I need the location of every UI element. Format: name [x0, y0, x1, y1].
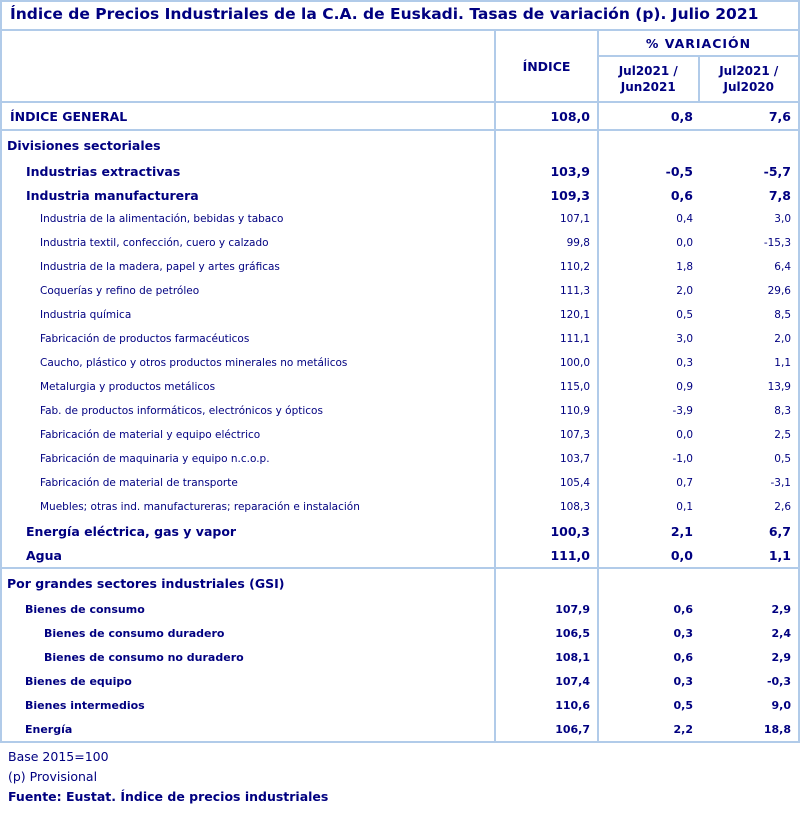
var-month-value: -3,9 [672, 405, 693, 417]
index-value: 115,0 [496, 375, 599, 399]
index-value: 106,7 [496, 717, 599, 741]
row-label: Fab. de productos informáticos, electrónicos y ópticos [2, 399, 496, 423]
row-label: Industria textil, confección, cuero y calzado [2, 231, 496, 255]
header-empty-cell [2, 31, 496, 101]
table-row [2, 207, 798, 231]
var-year-value: -0,3 [766, 674, 791, 688]
row-label: Coquerías y refino de petróleo [2, 279, 496, 303]
row-label: Agua [2, 543, 496, 567]
var-month-value: 0,0 [676, 429, 693, 441]
var-year-value: 6,4 [774, 261, 791, 273]
var-year-value: 18,8 [763, 722, 791, 736]
table-row [2, 495, 798, 519]
var-year-value: 9,0 [771, 698, 791, 712]
row-label: Bienes de consumo [2, 597, 496, 621]
row-label: Industria de la alimentación, bebidas y tabaco [2, 207, 496, 231]
var-year-value: 29,6 [767, 285, 791, 297]
index-value: 100,0 [496, 351, 599, 375]
index-value: 111,0 [496, 543, 599, 567]
var-year-value: 6,7 [768, 523, 791, 539]
index-value: 107,1 [496, 207, 599, 231]
var-month-value: 0,3 [676, 357, 693, 369]
var-year-value: 8,5 [774, 309, 791, 321]
table-row [2, 351, 798, 375]
index-value: 108,3 [496, 495, 599, 519]
table-row [2, 621, 798, 645]
var-year-value: -5,7 [763, 163, 791, 179]
var-year-value: 2,5 [774, 429, 791, 441]
var-month-value: 0,5 [673, 698, 693, 712]
col-header-line: Jul2020 [723, 80, 775, 94]
table-row [2, 375, 798, 399]
var-month-value: 0,9 [676, 381, 693, 393]
index-value: 103,7 [496, 447, 599, 471]
table-row [2, 543, 798, 567]
index-value: 107,3 [496, 423, 599, 447]
row-label: Por grandes sectores industriales (GSI) [2, 569, 496, 597]
var-month-value: -1,0 [672, 453, 693, 465]
row-label: Energía eléctrica, gas y vapor [2, 519, 496, 543]
table-row [2, 231, 798, 255]
index-value: 106,5 [496, 621, 599, 645]
var-month-value: 0,8 [670, 108, 693, 124]
row-label: Fabricación de material de transporte [2, 471, 496, 495]
col-header-variacion: % VARIACIÓN [599, 31, 798, 57]
var-month-value: 0,3 [673, 626, 693, 640]
table-row [2, 471, 798, 495]
row-label: Bienes de consumo duradero [2, 621, 496, 645]
table-row [2, 303, 798, 327]
var-month-value: 3,0 [676, 333, 693, 345]
table-footnotes [0, 743, 800, 807]
var-month-value [599, 569, 700, 597]
var-month-value: 0,0 [676, 237, 693, 249]
index-value: 110,6 [496, 693, 599, 717]
row-label: Fabricación de maquinaria y equipo n.c.o.p. [2, 447, 496, 471]
table-row [2, 519, 798, 543]
row-label: Industria de la madera, papel y artes gráficas [2, 255, 496, 279]
table-row [2, 645, 798, 669]
var-year-value [700, 569, 798, 597]
table-title: Índice de Precios Industriales de la C.A. de Euskadi. Tasas de variación (p). Julio 2021 [2, 2, 798, 31]
var-month-value: 0,1 [676, 501, 693, 513]
row-label: Industrias extractivas [2, 159, 496, 183]
var-month-value: 1,8 [676, 261, 693, 273]
row-label: Metalurgia y productos metálicos [2, 375, 496, 399]
var-year-value: 8,3 [774, 405, 791, 417]
row-label: ÍNDICE GENERAL [2, 103, 496, 129]
index-value: 100,3 [496, 519, 599, 543]
col-header-indice: ÍNDICE [496, 31, 599, 101]
col-header-line: Jun2021 [620, 80, 676, 94]
table-row [2, 693, 798, 717]
index-value: 107,4 [496, 669, 599, 693]
var-month-value: 0,0 [670, 547, 693, 563]
row-label: Muebles; otras ind. manufactureras; reparación e instalación [2, 495, 496, 519]
var-year-value: 7,8 [768, 187, 791, 203]
row-label: Fabricación de productos farmacéuticos [2, 327, 496, 351]
row-label: Fabricación de material y equipo eléctrico [2, 423, 496, 447]
table-section [2, 131, 798, 569]
var-year-value: 0,5 [774, 453, 791, 465]
table-row-section-heading [2, 569, 798, 597]
table-section [2, 569, 798, 741]
var-month-value: 0,6 [670, 187, 693, 203]
var-year-value: -15,3 [763, 237, 791, 249]
index-value: 120,1 [496, 303, 599, 327]
table-row [2, 327, 798, 351]
var-month-value: 2,2 [673, 722, 693, 736]
index-value: 110,9 [496, 399, 599, 423]
var-month-value: 0,3 [673, 674, 693, 688]
var-year-value: 1,1 [774, 357, 791, 369]
var-month-value: 0,4 [676, 213, 693, 225]
var-year-value: 2,9 [771, 602, 791, 616]
table-row [2, 669, 798, 693]
index-value: 103,9 [496, 159, 599, 183]
variation-subheaders [599, 57, 798, 101]
row-label: Bienes de consumo no duradero [2, 645, 496, 669]
var-year-value: -3,1 [770, 477, 791, 489]
var-month-value: -0,5 [665, 163, 693, 179]
var-month-value: 2,1 [670, 523, 693, 539]
index-value: 110,2 [496, 255, 599, 279]
var-year-value: 13,9 [767, 381, 791, 393]
index-value: 111,1 [496, 327, 599, 351]
index-value: 105,4 [496, 471, 599, 495]
row-label: Industria manufacturera [2, 183, 496, 207]
col-header-jul2021-jun2021 [599, 57, 700, 101]
table-row [2, 597, 798, 621]
var-year-value: 2,0 [774, 333, 791, 345]
table-row-section-heading [2, 131, 798, 159]
table-row [2, 447, 798, 471]
col-header-line: Jul2021 / [618, 64, 678, 78]
index-value: 108,0 [496, 103, 599, 129]
var-month-value: 0,7 [676, 477, 693, 489]
col-header-jul2021-jul2020 [700, 57, 799, 101]
row-label: Caucho, plástico y otros productos minerales no metálicos [2, 351, 496, 375]
table-row [2, 183, 798, 207]
row-label: Energía [2, 717, 496, 741]
table-body [2, 131, 798, 741]
var-year-value: 1,1 [768, 547, 791, 563]
var-month-value: 0,6 [673, 650, 693, 664]
table-header [2, 31, 798, 103]
var-month-value: 2,0 [676, 285, 693, 297]
row-label: Industria química [2, 303, 496, 327]
table-row [2, 159, 798, 183]
var-year-value: 2,4 [771, 626, 791, 640]
var-year-value: 2,6 [774, 501, 791, 513]
var-month-value: 0,5 [676, 309, 693, 321]
index-value: 108,1 [496, 645, 599, 669]
table-row [2, 423, 798, 447]
table-row [2, 717, 798, 741]
index-value: 111,3 [496, 279, 599, 303]
table-row [2, 255, 798, 279]
row-label: Bienes intermedios [2, 693, 496, 717]
index-value [496, 569, 599, 597]
row-label: Bienes de equipo [2, 669, 496, 693]
row-label: Divisiones sectoriales [2, 131, 496, 159]
index-value [496, 131, 599, 159]
var-month-value: 0,6 [673, 602, 693, 616]
var-year-value: 7,6 [768, 108, 791, 124]
col-header-line: Jul2021 / [719, 64, 779, 78]
index-value: 109,3 [496, 183, 599, 207]
footnote-provisional: (p) Provisional [8, 769, 98, 784]
index-value: 99,8 [496, 231, 599, 255]
table-row [2, 279, 798, 303]
index-value: 107,9 [496, 597, 599, 621]
var-month-value [599, 131, 700, 159]
row-indice-general [2, 103, 798, 131]
footnote-source: Fuente: Eustat. Índice de precios industriales [8, 789, 329, 804]
var-year-value: 2,9 [771, 650, 791, 664]
table-row [2, 399, 798, 423]
footnote-base: Base 2015=100 [8, 749, 109, 764]
var-year-value [700, 131, 798, 159]
var-year-value: 3,0 [774, 213, 791, 225]
variation-header-group [599, 31, 798, 101]
